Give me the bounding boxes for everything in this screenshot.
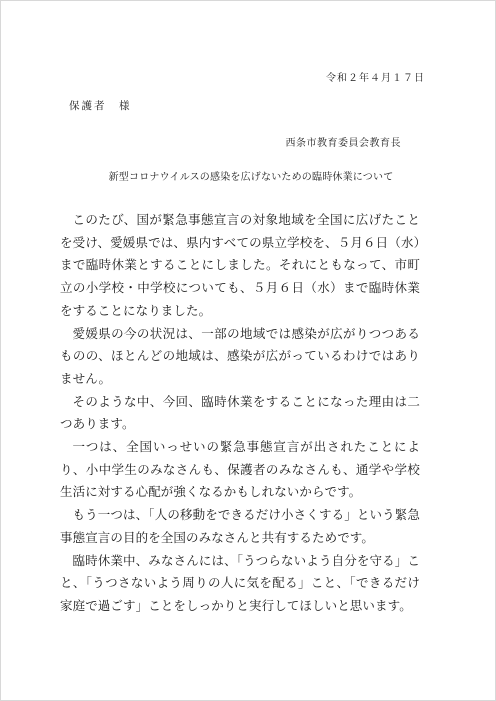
paragraph-request: 臨時休業中、みなさんには、「うつらないよう自分を守る」こと、「うつさないよう周りの人に気を配る」こと、「できるだけ家庭で過ごす」ことをしっかりと実行してほしいと思います。 [60, 552, 420, 613]
letter-date: 令和２年４月１７日 [326, 73, 425, 84]
paragraph-reason-one: 一つは、全国いっせいの緊急事態宣言が出されたことにより、小中学生のみなさんも、保護者のみなさんも、通学や学校生活に対する心配が強くなるかもしれないからです。 [60, 439, 420, 500]
addressee: 保護者 様 [69, 100, 132, 112]
paragraph-reasons-intro: そのような中、今回、臨時休業をすることになった理由は二つあります。 [60, 393, 420, 432]
paragraph-reason-two: もう一つは、「人の移動をできるだけ小さくする」という緊急事態宣言の目的を全国のみなさんと共有するためです。 [60, 507, 420, 545]
sender: 西条市教育委員会教育長 [285, 138, 401, 149]
paragraph-announcement: このたび、国が緊急事態宣言の対象地域を全国に広げたことを受け、愛媛県では、県内すべての県立学校を、５月６日（水）まで臨時休業とすることにしました。それにともなって、市町立の小学校・中学校についても、５月６日（水）まで臨時休業をすることになりました。 [60, 212, 420, 318]
letter-title: 新型コロナウイルスの感染を広げないための臨時休業について [108, 172, 394, 183]
paragraph-situation: 愛媛県の今の状況は、一部の地域では感染が広がりつつあるものの、ほとんどの地域は、感染が広がっているわけではありません。 [60, 325, 420, 386]
letter-body [60, 209, 420, 618]
